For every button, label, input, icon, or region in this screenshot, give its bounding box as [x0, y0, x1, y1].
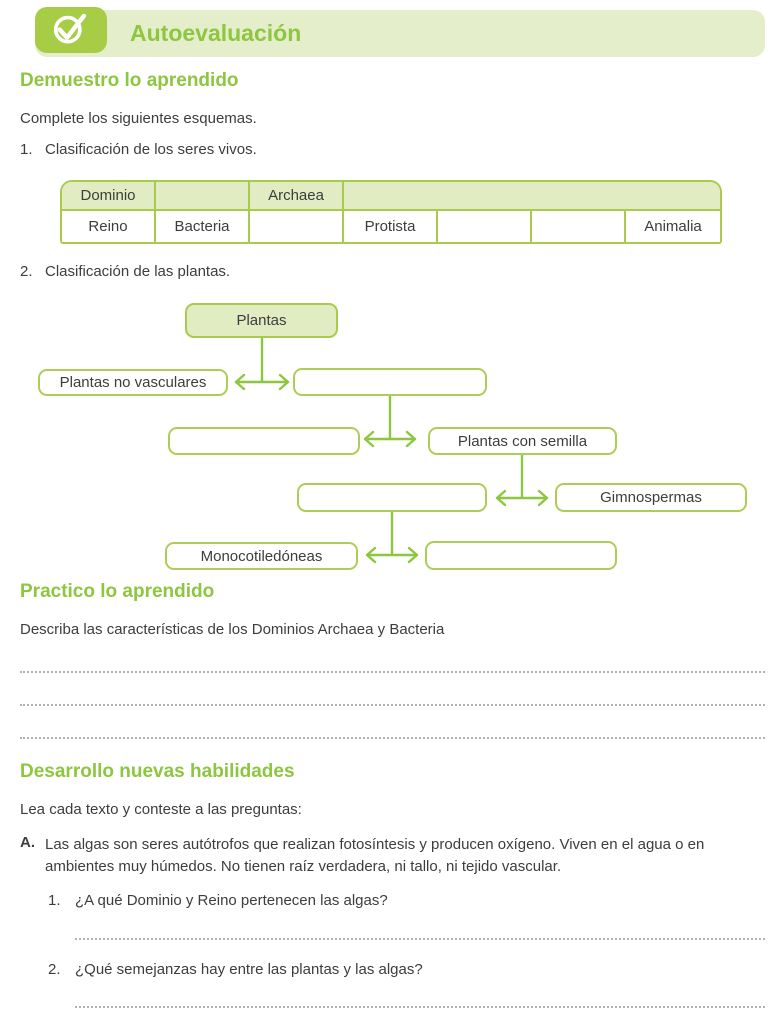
- table-cell-bacteria: Bacteria: [156, 211, 250, 242]
- table-cell-blank-2[interactable]: [438, 211, 532, 242]
- table-cell-blank-3[interactable]: [532, 211, 626, 242]
- table-cell-animalia: Animalia: [626, 211, 720, 242]
- check-circle-icon: [42, 8, 100, 53]
- diagram-box-gimnospermas: Gimnospermas: [555, 483, 747, 512]
- section-heading-practico: Practico lo aprendido: [20, 581, 215, 602]
- practico-prompt: Describa las características de los Dominios Archaea y Bacteria: [20, 621, 445, 638]
- diagram-answer-box-2[interactable]: [168, 427, 360, 455]
- diagram-answer-box-4[interactable]: [425, 541, 617, 570]
- connector-level-4: [367, 512, 417, 562]
- diagram-box-monocotiledoneas: Monocotiledóneas: [165, 542, 358, 570]
- question-1-number: 1.: [48, 892, 61, 909]
- answer-line[interactable]: [20, 737, 765, 739]
- table-header-blank-1[interactable]: [156, 182, 250, 211]
- question-2-text: ¿Qué semejanzas hay entre las plantas y las algas?: [75, 961, 423, 978]
- diagram-answer-box-1[interactable]: [293, 368, 487, 396]
- diagram-root-plantas: Plantas: [185, 303, 338, 338]
- table-cell-blank-1[interactable]: [250, 211, 344, 242]
- connector-level-1: [236, 338, 288, 389]
- section-heading-demuestro: Demuestro lo aprendido: [20, 70, 239, 91]
- answer-line[interactable]: [20, 671, 765, 673]
- connector-level-3: [497, 455, 547, 505]
- desarrollo-intro: Lea cada texto y conteste a las preguntas:: [20, 801, 302, 818]
- diagram-answer-box-3[interactable]: [297, 483, 487, 512]
- diagram-box-plantas-no-vasculares: Plantas no vasculares: [38, 369, 228, 396]
- answer-line[interactable]: [20, 704, 765, 706]
- passage-label: A.: [20, 834, 35, 851]
- question-2-number: 2.: [48, 961, 61, 978]
- plant-classification-diagram: [0, 295, 784, 580]
- autoevaluacion-icon-block: [35, 7, 107, 53]
- table-header-blank-2[interactable]: [344, 182, 720, 211]
- page-title: Autoevaluación: [130, 20, 302, 46]
- item-1-text: Clasificación de los seres vivos.: [45, 141, 257, 158]
- item-1-number: 1.: [20, 141, 33, 158]
- passage-text: Las algas son seres autótrofos que realizan fotosíntesis y producen oxígeno. Viven en el agua o en ambientes muy húmedos. No tienen raíz verdadera, ni tallo, ni tejido vascular.: [45, 836, 705, 875]
- connector-level-2: [365, 396, 415, 446]
- diagram-box-plantas-con-semilla: Plantas con semilla: [428, 427, 617, 455]
- table-header-dominio: Dominio: [62, 182, 156, 211]
- diagram-connectors: [0, 295, 784, 580]
- answer-line[interactable]: [75, 1006, 765, 1008]
- table-cell-reino: Reino: [62, 211, 156, 242]
- table-cell-protista: Protista: [344, 211, 438, 242]
- item-2-number: 2.: [20, 263, 33, 280]
- answer-line[interactable]: [75, 938, 765, 940]
- question-1-text: ¿A qué Dominio y Reino pertenecen las algas?: [75, 892, 388, 909]
- table-header-archaea: Archaea: [250, 182, 344, 211]
- classification-table: [60, 180, 722, 244]
- instruction-text: Complete los siguientes esquemas.: [20, 110, 257, 127]
- section-heading-desarrollo: Desarrollo nuevas habilidades: [20, 761, 295, 782]
- item-2-text: Clasificación de las plantas.: [45, 263, 231, 280]
